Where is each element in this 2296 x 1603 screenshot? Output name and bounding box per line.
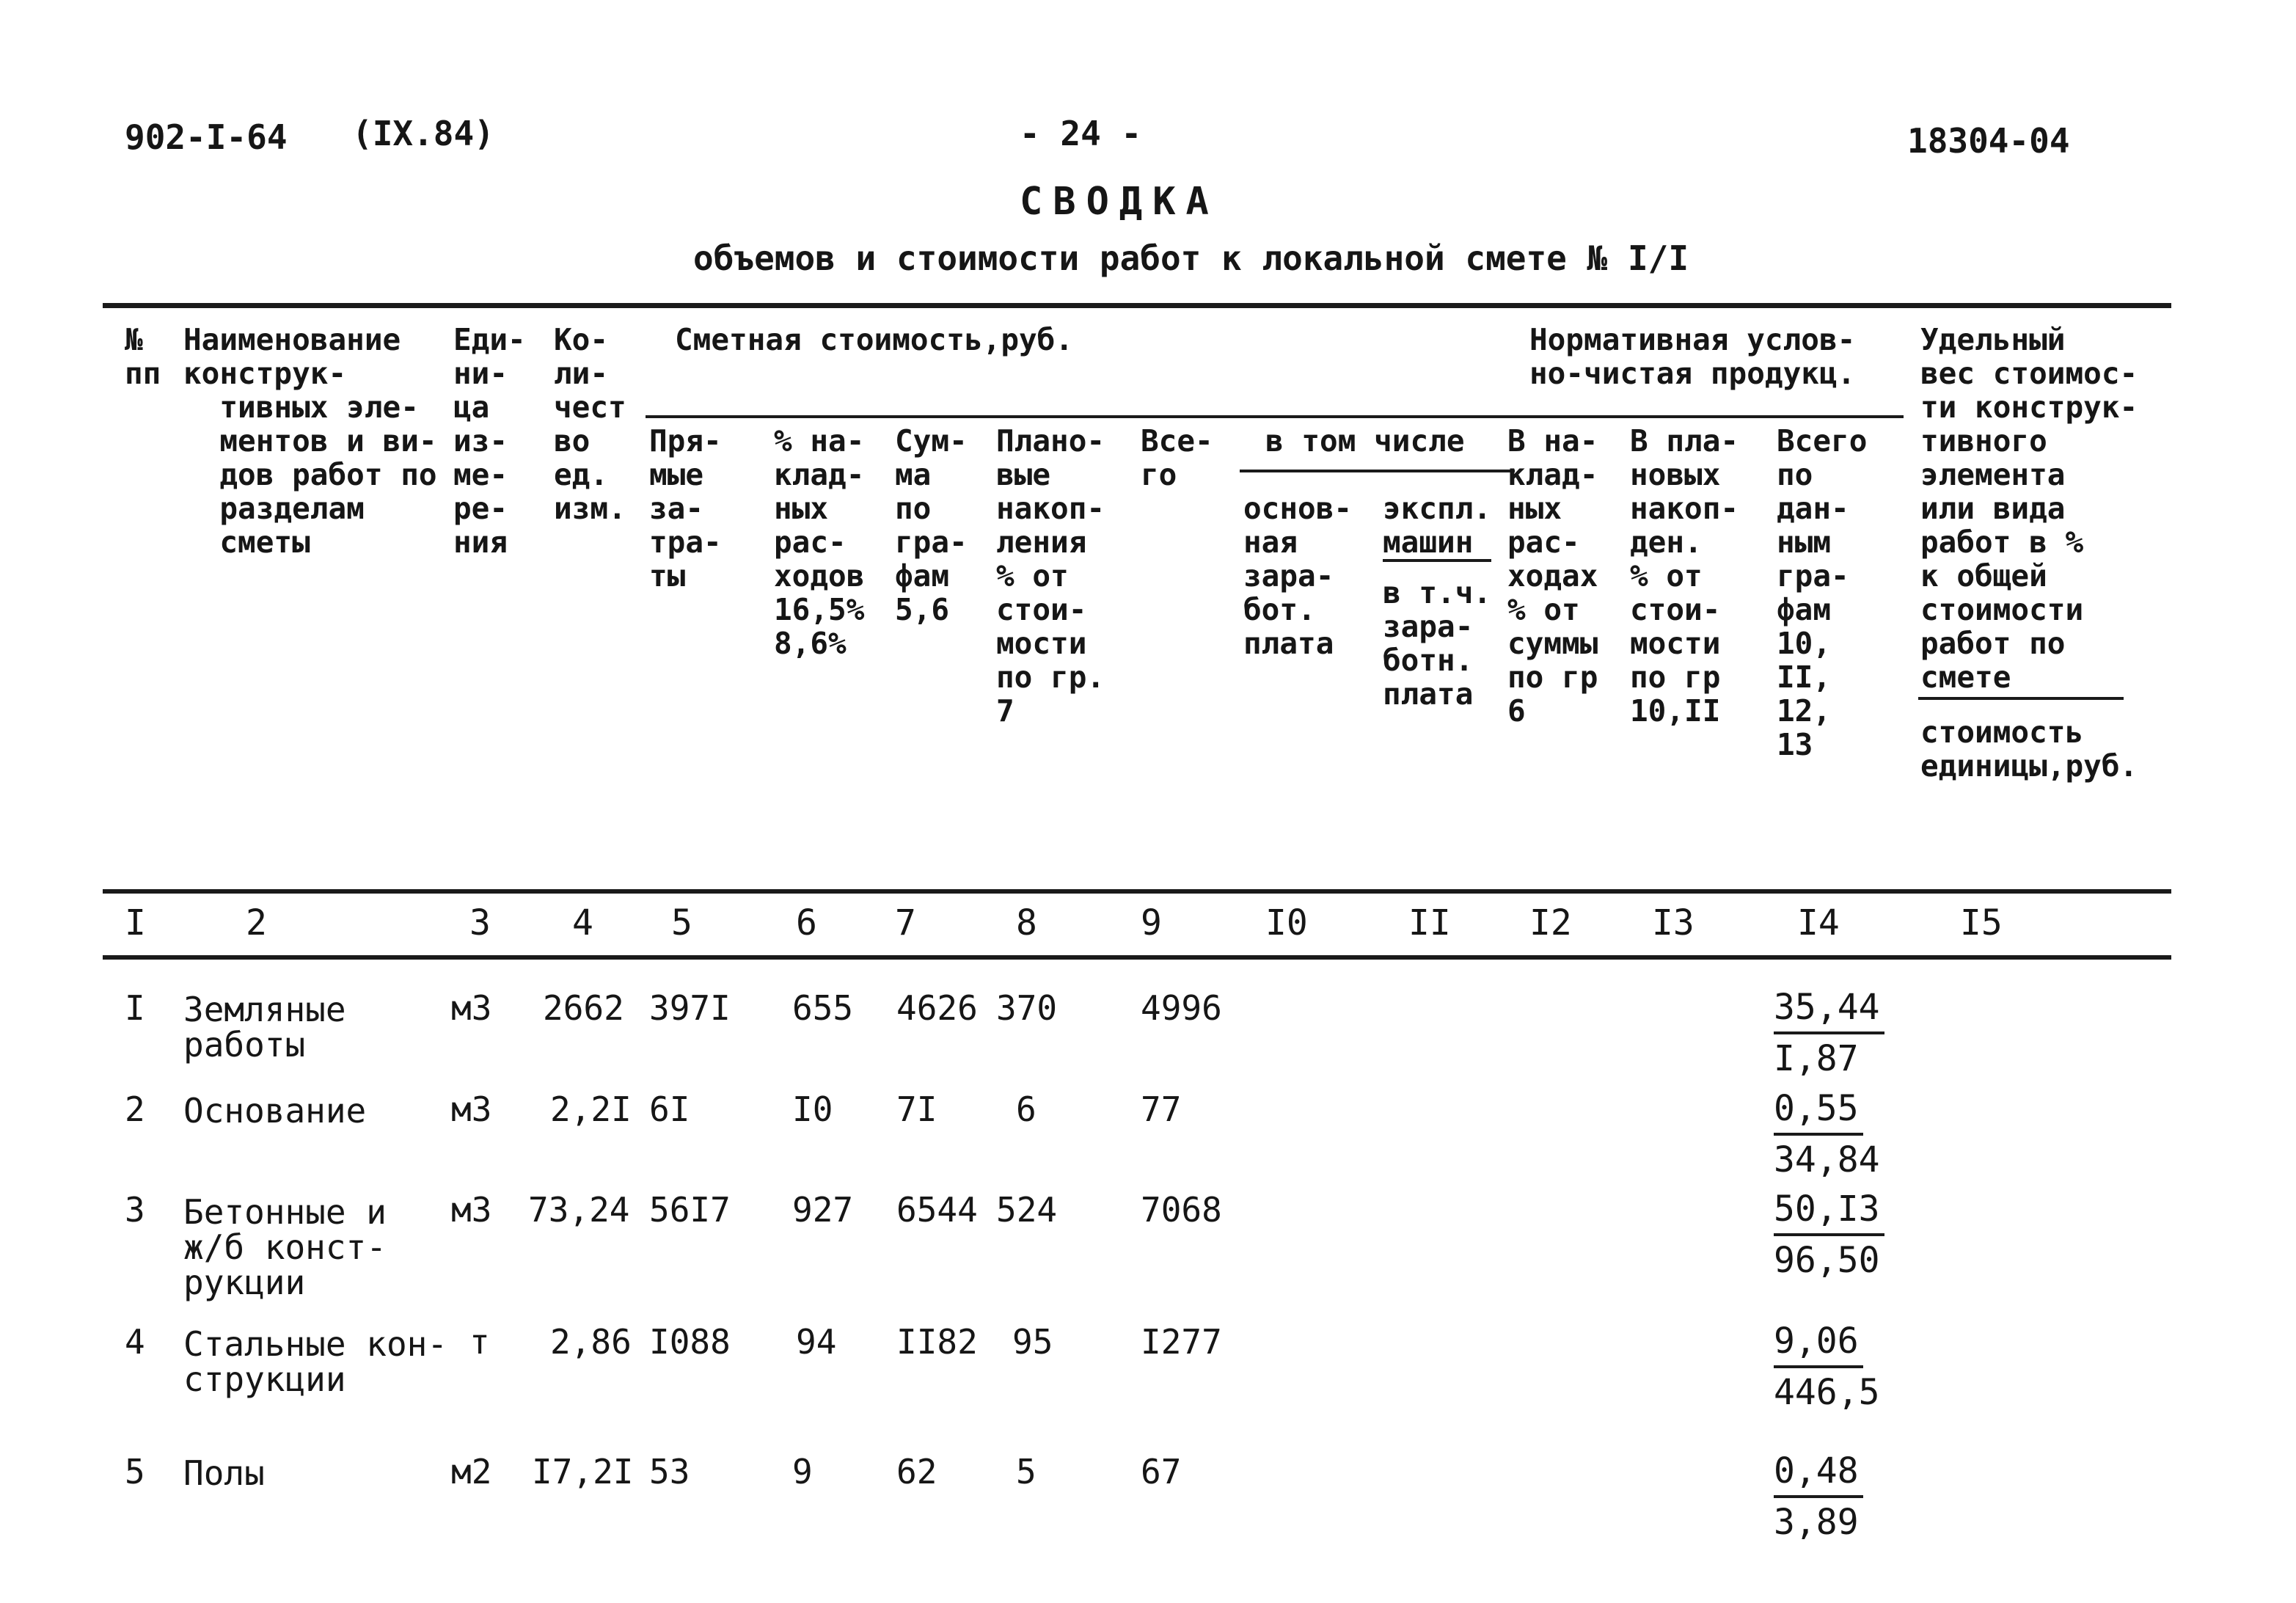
- row-share: 0,48: [1774, 1447, 1863, 1498]
- row-direct-costs: 6I: [649, 1089, 690, 1129]
- row-sum: 62: [896, 1452, 937, 1491]
- row-overhead: 927: [792, 1190, 854, 1230]
- col-header-overhead: % на- клад- ных рас- ходов 16,5% 8,6%: [774, 423, 865, 661]
- col-number: 9: [1141, 902, 1162, 943]
- incl-group-rule: [1240, 470, 1515, 472]
- row-planned: 6: [1016, 1089, 1037, 1129]
- row-name: Основание: [183, 1091, 367, 1131]
- col-header-quantity: Ко- ли- чест во ед. изм.: [554, 322, 626, 526]
- row-share-fraction: [1774, 983, 1884, 1083]
- norm-group-rule: [1507, 415, 1904, 418]
- row-total: 7068: [1141, 1190, 1222, 1230]
- row-share: 50,I3: [1774, 1185, 1884, 1236]
- row-sum: 7I: [896, 1089, 937, 1129]
- col-number: I3: [1652, 902, 1694, 943]
- row-quantity: 2,2I: [550, 1089, 632, 1129]
- col-number: I0: [1265, 902, 1308, 943]
- row-total: 77: [1141, 1089, 1182, 1129]
- row-unit: т: [469, 1322, 490, 1362]
- row-planned: 370: [996, 988, 1058, 1028]
- inventory-number: 18304-04: [1907, 121, 2070, 161]
- page-number: - 24 -: [1020, 114, 1142, 153]
- row-share: 35,44: [1774, 983, 1884, 1034]
- row-unit-cost: 3,89: [1774, 1502, 1859, 1543]
- row-name: Полы: [183, 1453, 265, 1493]
- row-number: 4: [125, 1322, 145, 1362]
- row-quantity: I7,2I: [532, 1452, 634, 1491]
- row-share: 0,55: [1774, 1084, 1863, 1136]
- row-share-fraction: [1774, 1447, 1863, 1547]
- row-total: 4996: [1141, 988, 1222, 1028]
- table-top-rule: [103, 303, 2171, 308]
- row-sum: II82: [896, 1322, 978, 1362]
- col-number: 8: [1016, 902, 1037, 943]
- col-number: 5: [671, 902, 692, 943]
- col-number: 4: [572, 902, 593, 943]
- col-header-share: Удельный вес стоимос- ти конструк- тивного элемента или вида работ в % к общей стоимости работ по смете: [1920, 322, 2138, 695]
- row-overhead: I0: [792, 1089, 833, 1129]
- row-unit: м2: [451, 1452, 492, 1491]
- col-header-machine-wage: в т.ч. зара- ботн. плата: [1383, 575, 1492, 712]
- col-header-norm-total: Всего по дан- ным гра- фам 10, II, 12, 13: [1777, 423, 1868, 762]
- row-unit-cost: 34,84: [1774, 1139, 1880, 1180]
- col-header-base-wage: основ- ная зара- бот. плата: [1243, 491, 1353, 661]
- row-unit-cost: 96,50: [1774, 1240, 1880, 1281]
- row-sum: 4626: [896, 988, 978, 1028]
- document-code: 902-I-64: [125, 117, 288, 157]
- col-header-norm-planned: В пла- новых накоп- ден. % от стои- мости по гр 10,II: [1630, 423, 1739, 729]
- col-number: II: [1408, 902, 1451, 943]
- row-total: I277: [1141, 1322, 1222, 1362]
- col-header-including: в том числе: [1265, 423, 1465, 459]
- row-quantity: 2662: [543, 988, 624, 1028]
- row-planned: 5: [1016, 1452, 1037, 1491]
- row-planned: 524: [996, 1190, 1058, 1230]
- col-header-unit-cost: стоимость единицы,руб.: [1920, 715, 2138, 784]
- row-unit: м3: [451, 1089, 492, 1129]
- col-header-name: Наименование конструк- тивных эле- ментов и ви- дов работ по разделам сметы: [183, 322, 437, 560]
- row-share-fraction: [1774, 1084, 1880, 1184]
- cost-group-rule: [646, 415, 1507, 418]
- col-number: 6: [796, 902, 817, 943]
- numbers-bottom-rule: [103, 955, 2171, 960]
- row-direct-costs: I088: [649, 1322, 731, 1362]
- col-number: I4: [1797, 902, 1840, 943]
- row-number: 5: [125, 1452, 145, 1491]
- row-share: 9,06: [1774, 1317, 1863, 1368]
- row-number: 2: [125, 1089, 145, 1129]
- page-title: СВОДКА: [1020, 180, 1219, 224]
- row-number: 3: [125, 1190, 145, 1230]
- col-header-sum: Сум- ма по гра- фам 5,6: [895, 423, 968, 627]
- row-name: Стальные кон- струкции: [183, 1324, 448, 1399]
- col-number: 7: [895, 902, 916, 943]
- col-number: 3: [469, 902, 491, 943]
- col-header-estimated-cost: Сметная стоимость,руб.: [675, 322, 1074, 357]
- col-header-number: № пп: [125, 322, 161, 391]
- row-sum: 6544: [896, 1190, 978, 1230]
- row-share-fraction: [1774, 1185, 1884, 1285]
- row-quantity: 73,24: [528, 1190, 630, 1230]
- document-date: (IX.84): [352, 114, 494, 153]
- header-bottom-rule: [103, 889, 2171, 894]
- col-header-unit: Еди- ни- ца из- ме- ре- ния: [453, 322, 526, 560]
- col-number: I5: [1960, 902, 2003, 943]
- row-name: Бетонные и ж/б конст- рукции: [183, 1192, 387, 1302]
- col-number: 2: [246, 902, 267, 943]
- row-unit: м3: [451, 1190, 492, 1230]
- row-planned: 95: [1012, 1322, 1053, 1362]
- page-subtitle: объемов и стоимости работ к локальной смете № I/I: [693, 238, 1689, 278]
- row-direct-costs: 53: [649, 1452, 690, 1491]
- row-name: Земляные работы: [183, 990, 346, 1065]
- row-total: 67: [1141, 1452, 1182, 1491]
- col-header-machines: экспл. машин: [1383, 492, 1491, 562]
- col-header-planned: Плано- вые накоп- ления % от стои- мости по гр. 7: [996, 423, 1105, 729]
- row-overhead: 9: [792, 1452, 813, 1491]
- row-direct-costs: 56I7: [649, 1190, 731, 1230]
- col-header-normative: Нормативная услов- но-чистая продукц.: [1529, 322, 1856, 391]
- row-direct-costs: 397I: [649, 988, 731, 1028]
- row-unit-cost: 446,5: [1774, 1372, 1880, 1413]
- row-overhead: 94: [796, 1322, 837, 1362]
- row-quantity: 2,86: [550, 1322, 632, 1362]
- row-unit: м3: [451, 988, 492, 1028]
- col-header-total: Все- го: [1141, 423, 1213, 492]
- col-number: I2: [1529, 902, 1572, 943]
- col-header-direct-costs: Пря- мые за- тра- ты: [649, 423, 722, 594]
- row-share-fraction: [1774, 1317, 1880, 1417]
- c15-divider: [1918, 697, 2124, 700]
- col-header-norm-overhead: В на- клад- ных рас- ходах % от суммы по гр 6: [1507, 423, 1598, 729]
- row-overhead: 655: [792, 988, 854, 1028]
- row-unit-cost: I,87: [1774, 1038, 1859, 1079]
- col-number: I: [125, 902, 146, 943]
- row-number: I: [125, 988, 145, 1028]
